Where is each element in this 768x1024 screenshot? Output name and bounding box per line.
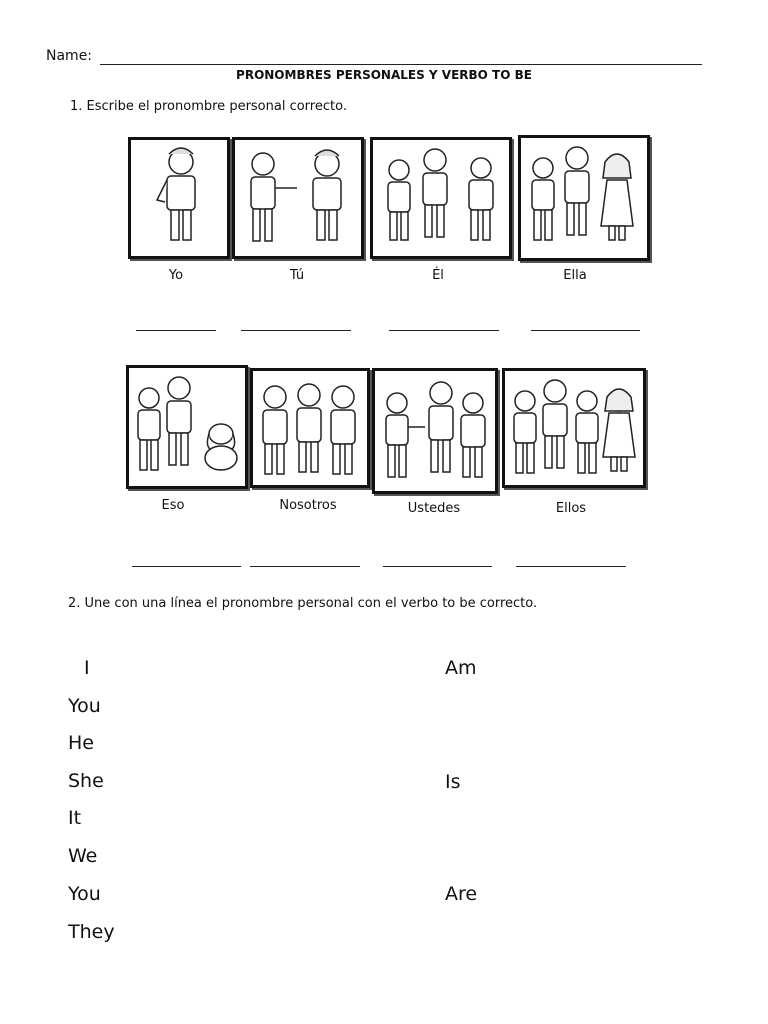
name-label: Name: <box>46 48 93 64</box>
exercise-2-instruction: 2. Une con una línea el pronombre personal con el verbo to be correcto. <box>68 596 538 611</box>
page-title: PRONOMBRES PERSONALES Y VERBO TO BE <box>236 68 532 82</box>
pronoun-they[interactable]: They <box>68 921 115 943</box>
answer-blank-1[interactable] <box>136 330 216 331</box>
picture-ustedes <box>372 368 498 494</box>
pronoun-it[interactable]: It <box>68 807 82 829</box>
answer-blank-8[interactable] <box>516 566 626 567</box>
pronoun-she[interactable]: She <box>68 770 104 792</box>
picture-tu <box>232 137 364 259</box>
label-tu: Tú <box>289 268 305 283</box>
label-ustedes: Ustedes <box>407 501 461 516</box>
pronoun-we[interactable]: We <box>68 845 98 867</box>
picture-nosotros <box>250 368 370 488</box>
name-field[interactable] <box>100 64 702 65</box>
answer-blank-6[interactable] <box>250 566 360 567</box>
label-ella: Ella <box>563 268 587 283</box>
picture-el <box>370 137 512 259</box>
pronoun-you-plural[interactable]: You <box>68 883 101 905</box>
label-nosotros: Nosotros <box>279 498 337 513</box>
pronoun-he[interactable]: He <box>68 732 94 754</box>
exercise-1-instruction: 1. Escribe el pronombre personal correcto. <box>70 99 347 114</box>
picture-eso <box>126 365 248 489</box>
picture-ella <box>518 135 650 261</box>
label-el: Él <box>432 268 444 283</box>
verb-am[interactable]: Am <box>445 657 477 679</box>
picture-ellos <box>502 368 646 488</box>
label-ellos: Ellos <box>555 501 587 516</box>
picture-yo <box>128 137 230 259</box>
pronoun-i[interactable]: I <box>84 657 90 679</box>
answer-blank-4[interactable] <box>531 330 640 331</box>
answer-blank-7[interactable] <box>383 566 492 567</box>
label-yo: Yo <box>168 268 184 283</box>
verb-is[interactable]: Is <box>445 771 461 793</box>
answer-blank-5[interactable] <box>132 566 241 567</box>
answer-blank-3[interactable] <box>389 330 499 331</box>
answer-blank-2[interactable] <box>241 330 351 331</box>
verb-are[interactable]: Are <box>445 883 478 905</box>
label-eso: Eso <box>161 498 185 513</box>
pronoun-you[interactable]: You <box>68 695 101 717</box>
